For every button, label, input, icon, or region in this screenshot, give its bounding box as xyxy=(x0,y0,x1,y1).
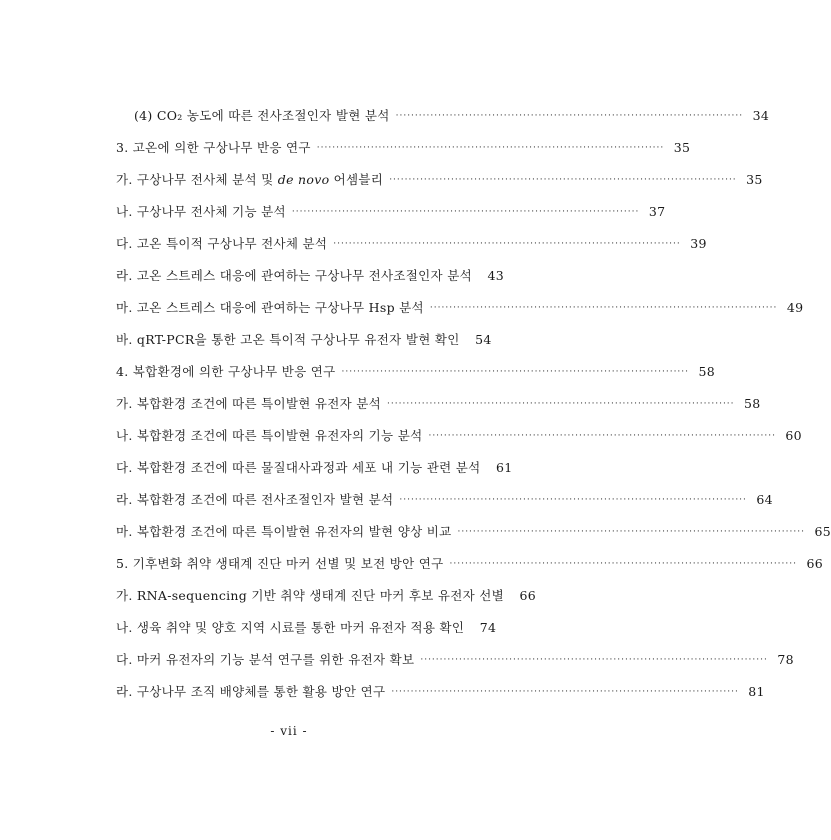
dot-leader: ·························································································· xyxy=(395,111,744,121)
toc-entry[interactable] xyxy=(116,266,504,286)
dot-leader: ·························································································· xyxy=(399,495,747,505)
toc-entry[interactable] xyxy=(116,522,831,542)
toc-entry-page: 81 xyxy=(748,684,765,699)
toc-entry-page: 34 xyxy=(752,108,770,123)
toc-entry-label: 3. 고온에 의한 구상나무 반응 연구 xyxy=(116,140,311,155)
toc-entry-page: 66 xyxy=(519,588,537,603)
dot-leader: ·························································································· xyxy=(389,175,737,185)
toc-entry-page: 66 xyxy=(806,556,823,571)
toc-entry-label: 다. 복합환경 조건에 따른 물질대사과정과 세포 내 기능 관련 분석 xyxy=(116,460,481,475)
toc-entry-page: 43 xyxy=(487,268,504,283)
toc-entry-page: 58 xyxy=(744,396,761,411)
toc-entry[interactable] xyxy=(116,458,513,478)
toc-entry-label-post: 어셈블리 xyxy=(329,172,384,187)
toc-entry-label: 나. 생육 취약 및 양호 지역 시료를 통한 마커 유전자 적용 확인 xyxy=(116,620,465,635)
toc-entry[interactable] xyxy=(116,554,823,574)
toc-entry-page: 35 xyxy=(746,172,763,187)
toc-entry-label-pre: 가. 구상나무 전사체 분석 및 xyxy=(116,172,278,187)
dot-leader: ·························································································· xyxy=(457,527,805,537)
toc-entry-label: 5. 기후변화 취약 생태계 진단 마커 선별 및 보전 방안 연구 xyxy=(116,556,444,571)
toc-entry[interactable] xyxy=(116,202,666,222)
toc-entry-page: 60 xyxy=(785,428,802,443)
dot-leader: ·························································································· xyxy=(316,143,665,153)
page-number-footer: - vii - xyxy=(270,724,308,738)
toc-entry-label: 4. 복합환경에 의한 구상나무 반응 연구 xyxy=(116,364,336,379)
toc-entry-page: 64 xyxy=(756,492,773,507)
toc-entry-page: 74 xyxy=(479,620,497,635)
toc-entry[interactable] xyxy=(116,138,691,158)
dot-leader: ·························································································· xyxy=(428,431,776,441)
toc-entry-label xyxy=(116,170,383,190)
toc-entry[interactable] xyxy=(116,618,497,638)
toc-entry-page: 39 xyxy=(690,236,707,251)
toc-entry[interactable] xyxy=(116,650,794,670)
toc-entry-label: 다. 고온 특이적 구상나무 전사체 분석 xyxy=(116,236,328,251)
toc-entry[interactable] xyxy=(116,362,716,382)
toc-entry-page: 37 xyxy=(648,204,666,219)
dot-leader: ·························································································· xyxy=(291,207,640,217)
toc-entry-label: 가. 복합환경 조건에 따른 특이발현 유전자 분석 xyxy=(116,396,382,411)
toc-entry[interactable] xyxy=(116,170,763,190)
dot-leader: ·························································································· xyxy=(420,655,768,665)
toc-entry-label: 라. 고온 스트레스 대응에 관여하는 구상나무 전사조절인자 분석 xyxy=(116,268,472,283)
toc-entry-page: 58 xyxy=(698,364,716,379)
toc-entry-page: 61 xyxy=(495,460,513,475)
toc-entry-label: 라. 구상나무 조직 배양체를 통한 활용 방안 연구 xyxy=(116,684,386,699)
toc-entry[interactable] xyxy=(116,234,707,254)
toc-entry-page: 35 xyxy=(673,140,691,155)
toc-entry-page: 65 xyxy=(814,524,831,539)
toc-entry-label: 나. 복합환경 조건에 따른 특이발현 유전자의 기능 분석 xyxy=(116,428,423,443)
dot-leader: ·························································································· xyxy=(341,367,690,377)
toc-entry[interactable] xyxy=(116,298,804,318)
toc-entry-page: 54 xyxy=(475,332,492,347)
toc-entry-label: 가. RNA-sequencing 기반 취약 생태계 진단 마커 후보 유전자 선별 xyxy=(116,588,505,603)
toc-entry-page: 78 xyxy=(777,652,794,667)
dot-leader: ·························································································· xyxy=(391,687,739,697)
toc-entry[interactable] xyxy=(116,394,761,414)
dot-leader: ·························································································· xyxy=(449,559,797,569)
toc-entry[interactable] xyxy=(116,586,537,606)
toc-entry-label: 다. 마커 유전자의 기능 분석 연구를 위한 유전자 확보 xyxy=(116,652,415,667)
toc-entry-label: 마. 복합환경 조건에 따른 특이발현 유전자의 발현 양상 비교 xyxy=(116,524,452,539)
toc-entry-label: 나. 구상나무 전사체 기능 분석 xyxy=(116,204,286,219)
toc-entry[interactable] xyxy=(116,426,802,446)
toc-entry-label-italic: de novo xyxy=(277,172,330,187)
toc-entry[interactable] xyxy=(134,106,770,126)
toc-entry-label: 바. qRT-PCR을 통한 고온 특이적 구상나무 유전자 발현 확인 xyxy=(116,332,460,347)
dot-leader: ·························································································· xyxy=(429,303,778,313)
toc-entry-page: 49 xyxy=(786,300,804,315)
toc-entry-label: 마. 고온 스트레스 대응에 관여하는 구상나무 Hsp 분석 xyxy=(116,300,424,315)
toc-entry[interactable] xyxy=(116,682,765,702)
toc-entry-label: 라. 복합환경 조건에 따른 전사조절인자 발현 분석 xyxy=(116,492,394,507)
toc-entry[interactable] xyxy=(116,330,492,350)
dot-leader: ·························································································· xyxy=(333,239,681,249)
dot-leader: ·························································································· xyxy=(387,399,735,409)
toc-entry[interactable] xyxy=(116,490,773,510)
toc-entry-label: (4) CO₂ 농도에 따른 전사조절인자 발현 분석 xyxy=(134,108,390,123)
